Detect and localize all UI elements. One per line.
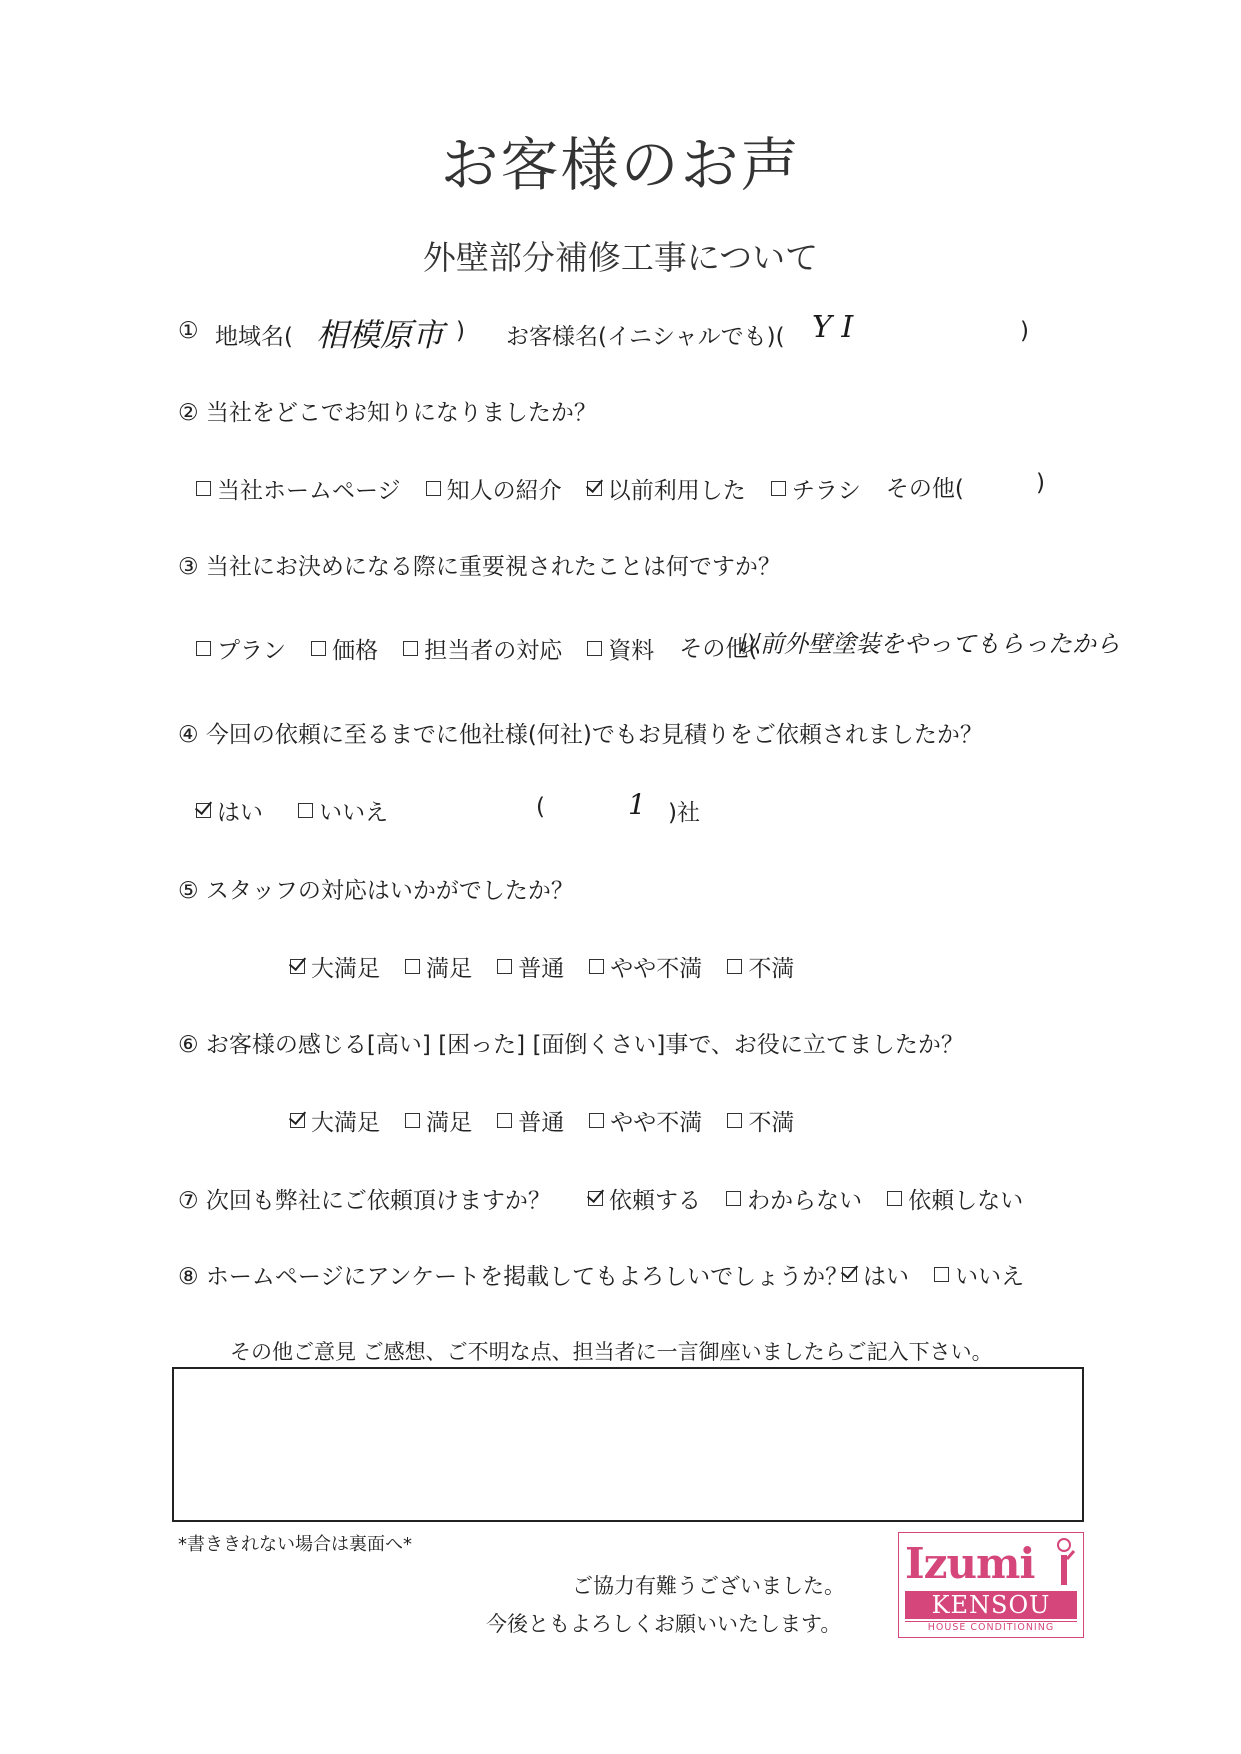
q3-question: ③ 当社にお決めになる際に重要視されたことは何ですか？ (178, 554, 781, 580)
statue-icon (1051, 1537, 1077, 1589)
checkbox-icon[interactable] (887, 1191, 902, 1206)
checked-checkbox-icon[interactable] (587, 481, 602, 496)
q8-options (842, 1258, 1044, 1291)
q6-options (290, 1104, 814, 1137)
checkbox-icon[interactable] (934, 1267, 949, 1282)
checkbox-icon[interactable] (298, 803, 313, 818)
q6-question: ⑥ お客様の感じる[高い] [困った] [面倒くさい]事で、お役に立てましたか？ (178, 1032, 964, 1058)
checkbox-icon[interactable] (726, 1191, 741, 1206)
q3-other-value[interactable]: 以前外壁塗装をやってもらったから (736, 630, 1120, 658)
q1-number: ① (178, 318, 199, 344)
q2-option[interactable]: チラシ (771, 472, 861, 505)
q7-option[interactable]: 依頼する (588, 1182, 701, 1215)
company-logo (898, 1532, 1084, 1638)
page-title: お客様のお声 (440, 131, 801, 199)
q3-option[interactable]: プラン (196, 632, 286, 665)
q6-option[interactable]: 不満 (727, 1104, 794, 1137)
q4-options (196, 794, 408, 827)
q1-name-label: お客様名(イニシャルでも)( (506, 324, 785, 350)
q7-options (588, 1182, 1043, 1215)
checkbox-icon[interactable] (771, 481, 786, 496)
checkbox-icon[interactable] (497, 959, 512, 974)
checked-checkbox-icon[interactable] (290, 1113, 305, 1128)
logo-name: Izumi (905, 1539, 1035, 1588)
comments-prompt: その他ご意見 ご感想、ご不明な点、担当者に一言御座いましたらご記入下さい。 (230, 1340, 993, 1364)
q5-question: ⑤ スタッフの対応はいかがでしたか？ (178, 878, 574, 904)
q5-option[interactable]: やや不満 (589, 950, 702, 983)
q7-question: ⑦ 次回も弊社にご依頼頂けますか？ (178, 1188, 551, 1214)
checkbox-icon[interactable] (589, 959, 604, 974)
q3-options (196, 630, 761, 665)
q5-option[interactable]: 大満足 (290, 950, 380, 983)
thanks-line-2: 今後ともよろしくお願いいたします。 (486, 1612, 842, 1636)
checkbox-icon[interactable] (589, 1113, 604, 1128)
q8-option[interactable]: いいえ (934, 1258, 1024, 1291)
q2-other-label: その他( (885, 476, 964, 502)
checked-checkbox-icon[interactable] (196, 803, 211, 818)
checkbox-icon[interactable] (587, 641, 602, 656)
q7-option[interactable]: わからない (726, 1182, 862, 1215)
q6-option[interactable]: やや不満 (589, 1104, 702, 1137)
checkbox-icon[interactable] (403, 641, 418, 656)
q3-option[interactable]: 資料 (587, 632, 654, 665)
q3-option[interactable]: 担当者の対応 (403, 632, 562, 665)
q6-option[interactable]: 大満足 (290, 1104, 380, 1137)
checkbox-icon[interactable] (196, 481, 211, 496)
q4-count-close: )社 (668, 800, 700, 826)
q1-name-value[interactable]: Y I (812, 310, 854, 345)
q3-option[interactable]: 価格 (311, 632, 378, 665)
q4-question: ④ 今回の依頼に至るまでに他社様(何社)でもお見積りをご依頼されましたか？ (178, 722, 983, 748)
checked-checkbox-icon[interactable] (842, 1267, 857, 1282)
q4-no-option[interactable]: いいえ (298, 794, 388, 827)
checkbox-icon[interactable] (196, 641, 211, 656)
checkbox-icon[interactable] (727, 1113, 742, 1128)
q1-name-close: ) (1020, 318, 1029, 344)
q5-option[interactable]: 普通 (497, 950, 564, 983)
q3-other-label: その他( (679, 636, 758, 662)
q6-option[interactable]: 普通 (497, 1104, 564, 1137)
q2-option[interactable]: 知人の紹介 (426, 472, 562, 505)
q4-count-open: ( (536, 794, 545, 820)
checkbox-icon[interactable] (497, 1113, 512, 1128)
q1-region-label: 地域名( (215, 324, 293, 350)
q2-option[interactable]: 当社ホームページ (196, 472, 401, 505)
logo-sub: KENSOU (905, 1591, 1077, 1619)
q4-count-value[interactable]: 1 (628, 788, 646, 821)
checked-checkbox-icon[interactable] (290, 959, 305, 974)
q1-region-close: ) (456, 318, 465, 344)
q6-option[interactable]: 満足 (405, 1104, 472, 1137)
q2-question: ② 当社をどこでお知りになりましたか？ (178, 400, 597, 426)
checkbox-icon[interactable] (727, 959, 742, 974)
q8-option[interactable]: はい (842, 1258, 909, 1291)
thanks-line-1: ご協力有難うございました。 (572, 1574, 845, 1598)
checkbox-icon[interactable] (311, 641, 326, 656)
checkbox-icon[interactable] (405, 959, 420, 974)
q2-option[interactable]: 以前利用した (587, 472, 746, 505)
overflow-note: *書ききれない場合は裏面へ* (178, 1534, 412, 1555)
q5-option[interactable]: 満足 (405, 950, 472, 983)
q4-yes-option[interactable]: はい (196, 794, 263, 827)
checkbox-icon[interactable] (405, 1113, 420, 1128)
q7-option[interactable]: 依頼しない (887, 1182, 1023, 1215)
q5-options (290, 950, 814, 983)
page-subtitle: 外壁部分補修工事について (422, 238, 819, 277)
q2-options (196, 470, 984, 505)
q5-option[interactable]: 不満 (727, 950, 794, 983)
checked-checkbox-icon[interactable] (588, 1191, 603, 1206)
q8-question: ⑧ ホームページにアンケートを掲載してもよろしいでしょうか？ (178, 1264, 849, 1290)
logo-tagline: HOUSE CONDITIONING (905, 1621, 1077, 1633)
checkbox-icon[interactable] (426, 481, 441, 496)
q2-other-close: ) (1036, 470, 1045, 496)
comments-textarea[interactable] (172, 1367, 1084, 1522)
q1-region-value[interactable]: 相模原市 (316, 316, 445, 354)
